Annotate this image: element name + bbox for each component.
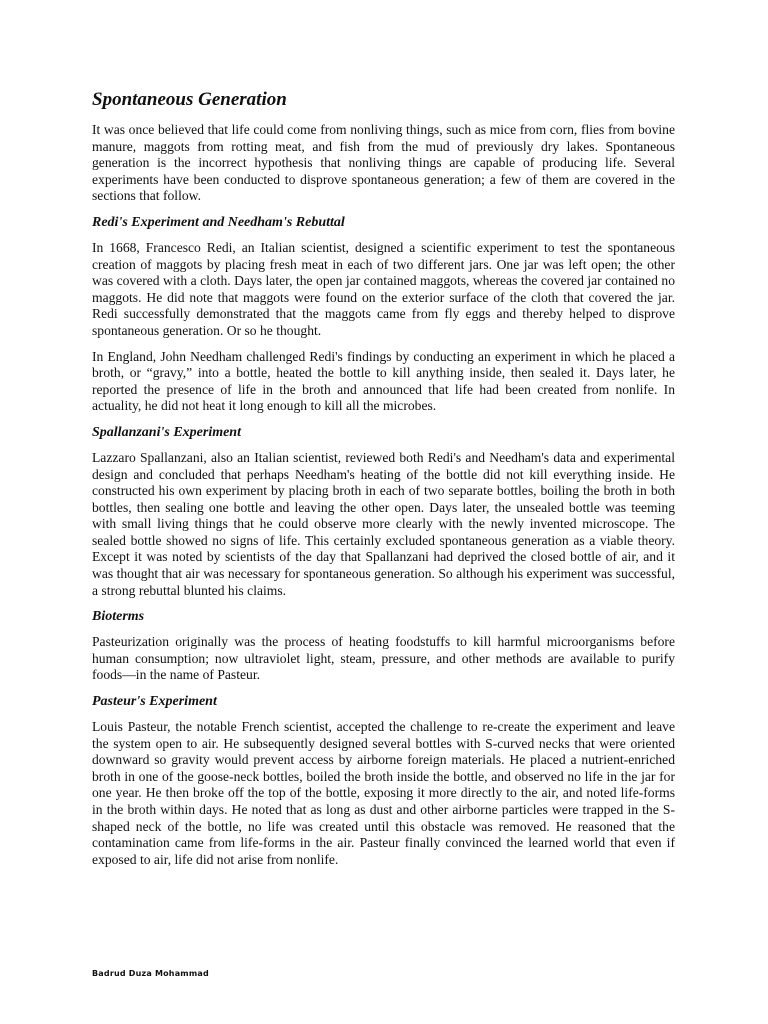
pasteur-paragraph: Louis Pasteur, the notable French scientist, accepted the challenge to re-create the experiment and leave the system open to air. He subsequently designed several bottles with S-curved necks that were oriented downward so gravity would prevent access by airborne foreign materials. He placed a nutrient-enriched broth in one of the goose-neck bottles, boiled the broth inside the bottle, and observed no life in the jar for one year. He then broke off the top of the bottle, exposing it more directly to the air, and noted life-forms in the broth within days. He noted that as long as dust and other airborne particles were trapped in the S-shaped neck of the bottle, no life was created until this obstacle was removed. He reasoned that the contamination came from life-forms in the air. Pasteur finally convinced the learned world that even if exposed to air, life did not arise from nonlife. [92, 719, 675, 867]
redi-paragraph: In 1668, Francesco Redi, an Italian scientist, designed a scientific experiment to test the spontaneous creation of maggots by placing fresh meat in each of two different jars. One jar was left open; the other was covered with a cloth. Days later, the open jar contained maggots, whereas the covered jar contained no maggots. He did note that maggots were found on the exterior surface of the cloth that covered the jar. Redi successfully demonstrated that the maggots came from fly eggs and thereby helped to disprove spontaneous generation. Or so he thought. [92, 239, 675, 338]
footer-author: Badrud Duza Mohammad [92, 969, 209, 978]
bioterms-paragraph: Pasteurization originally was the process of heating foodstuffs to kill harmful microorganisms before human consumption; now ultraviolet light, steam, pressure, and other methods are available to purify foods—in the name of Pasteur. [92, 634, 675, 683]
spallanzani-paragraph: Lazzaro Spallanzani, also an Italian scientist, reviewed both Redi's and Needham's data and experimental design and concluded that perhaps Needham's heating of the bottle did not kill everything inside. He constructed his own experiment by placing broth in each of two separate bottles, boiling the broth in both bottles, then sealing one bottle and leaving the other open. Days later, the unsealed bottle was teeming with small living things that he could observe more clearly with the newly invented microscope. The sealed bottle showed no signs of life. This certainly excluded spontaneous generation as a viable theory. Except it was noted by scientists of the day that Spallanzani had deprived the closed bottle of air, and it was thought that air was necessary for spontaneous generation. So although his experiment was successful, a strong rebuttal blunted his claims. [92, 449, 675, 598]
section-heading-bioterms: Bioterms [92, 609, 145, 625]
section-heading-pasteur: Pasteur's Experiment [92, 694, 217, 710]
intro-paragraph: It was once believed that life could come from nonliving things, such as mice from corn, flies from bovine manure, maggots from rotting meat, and fish from the mud of previously dry lakes. Spontaneous generation is the incorrect hypothesis that nonliving things are capable of producing life. Several experiments have been conducted to disprove spontaneous generation; a few of them are covered in the sections that follow. [92, 122, 675, 204]
needham-paragraph: In England, John Needham challenged Redi's findings by conducting an experiment in which he placed a broth, or “gravy,” into a bottle, heated the bottle to kill anything inside, then sealed it. Days later, he reported the presence of life in the broth and announced that life had been created from nonlife. In actuality, he did not heat it long enough to kill all the microbes. [92, 348, 675, 414]
section-heading-spallanzani: Spallanzani's Experiment [92, 424, 241, 440]
section-heading-redi: Redi's Experiment and Needham's Rebuttal [92, 214, 345, 230]
document-title: Spontaneous Generation [92, 89, 287, 110]
document-page [92, 88, 675, 877]
